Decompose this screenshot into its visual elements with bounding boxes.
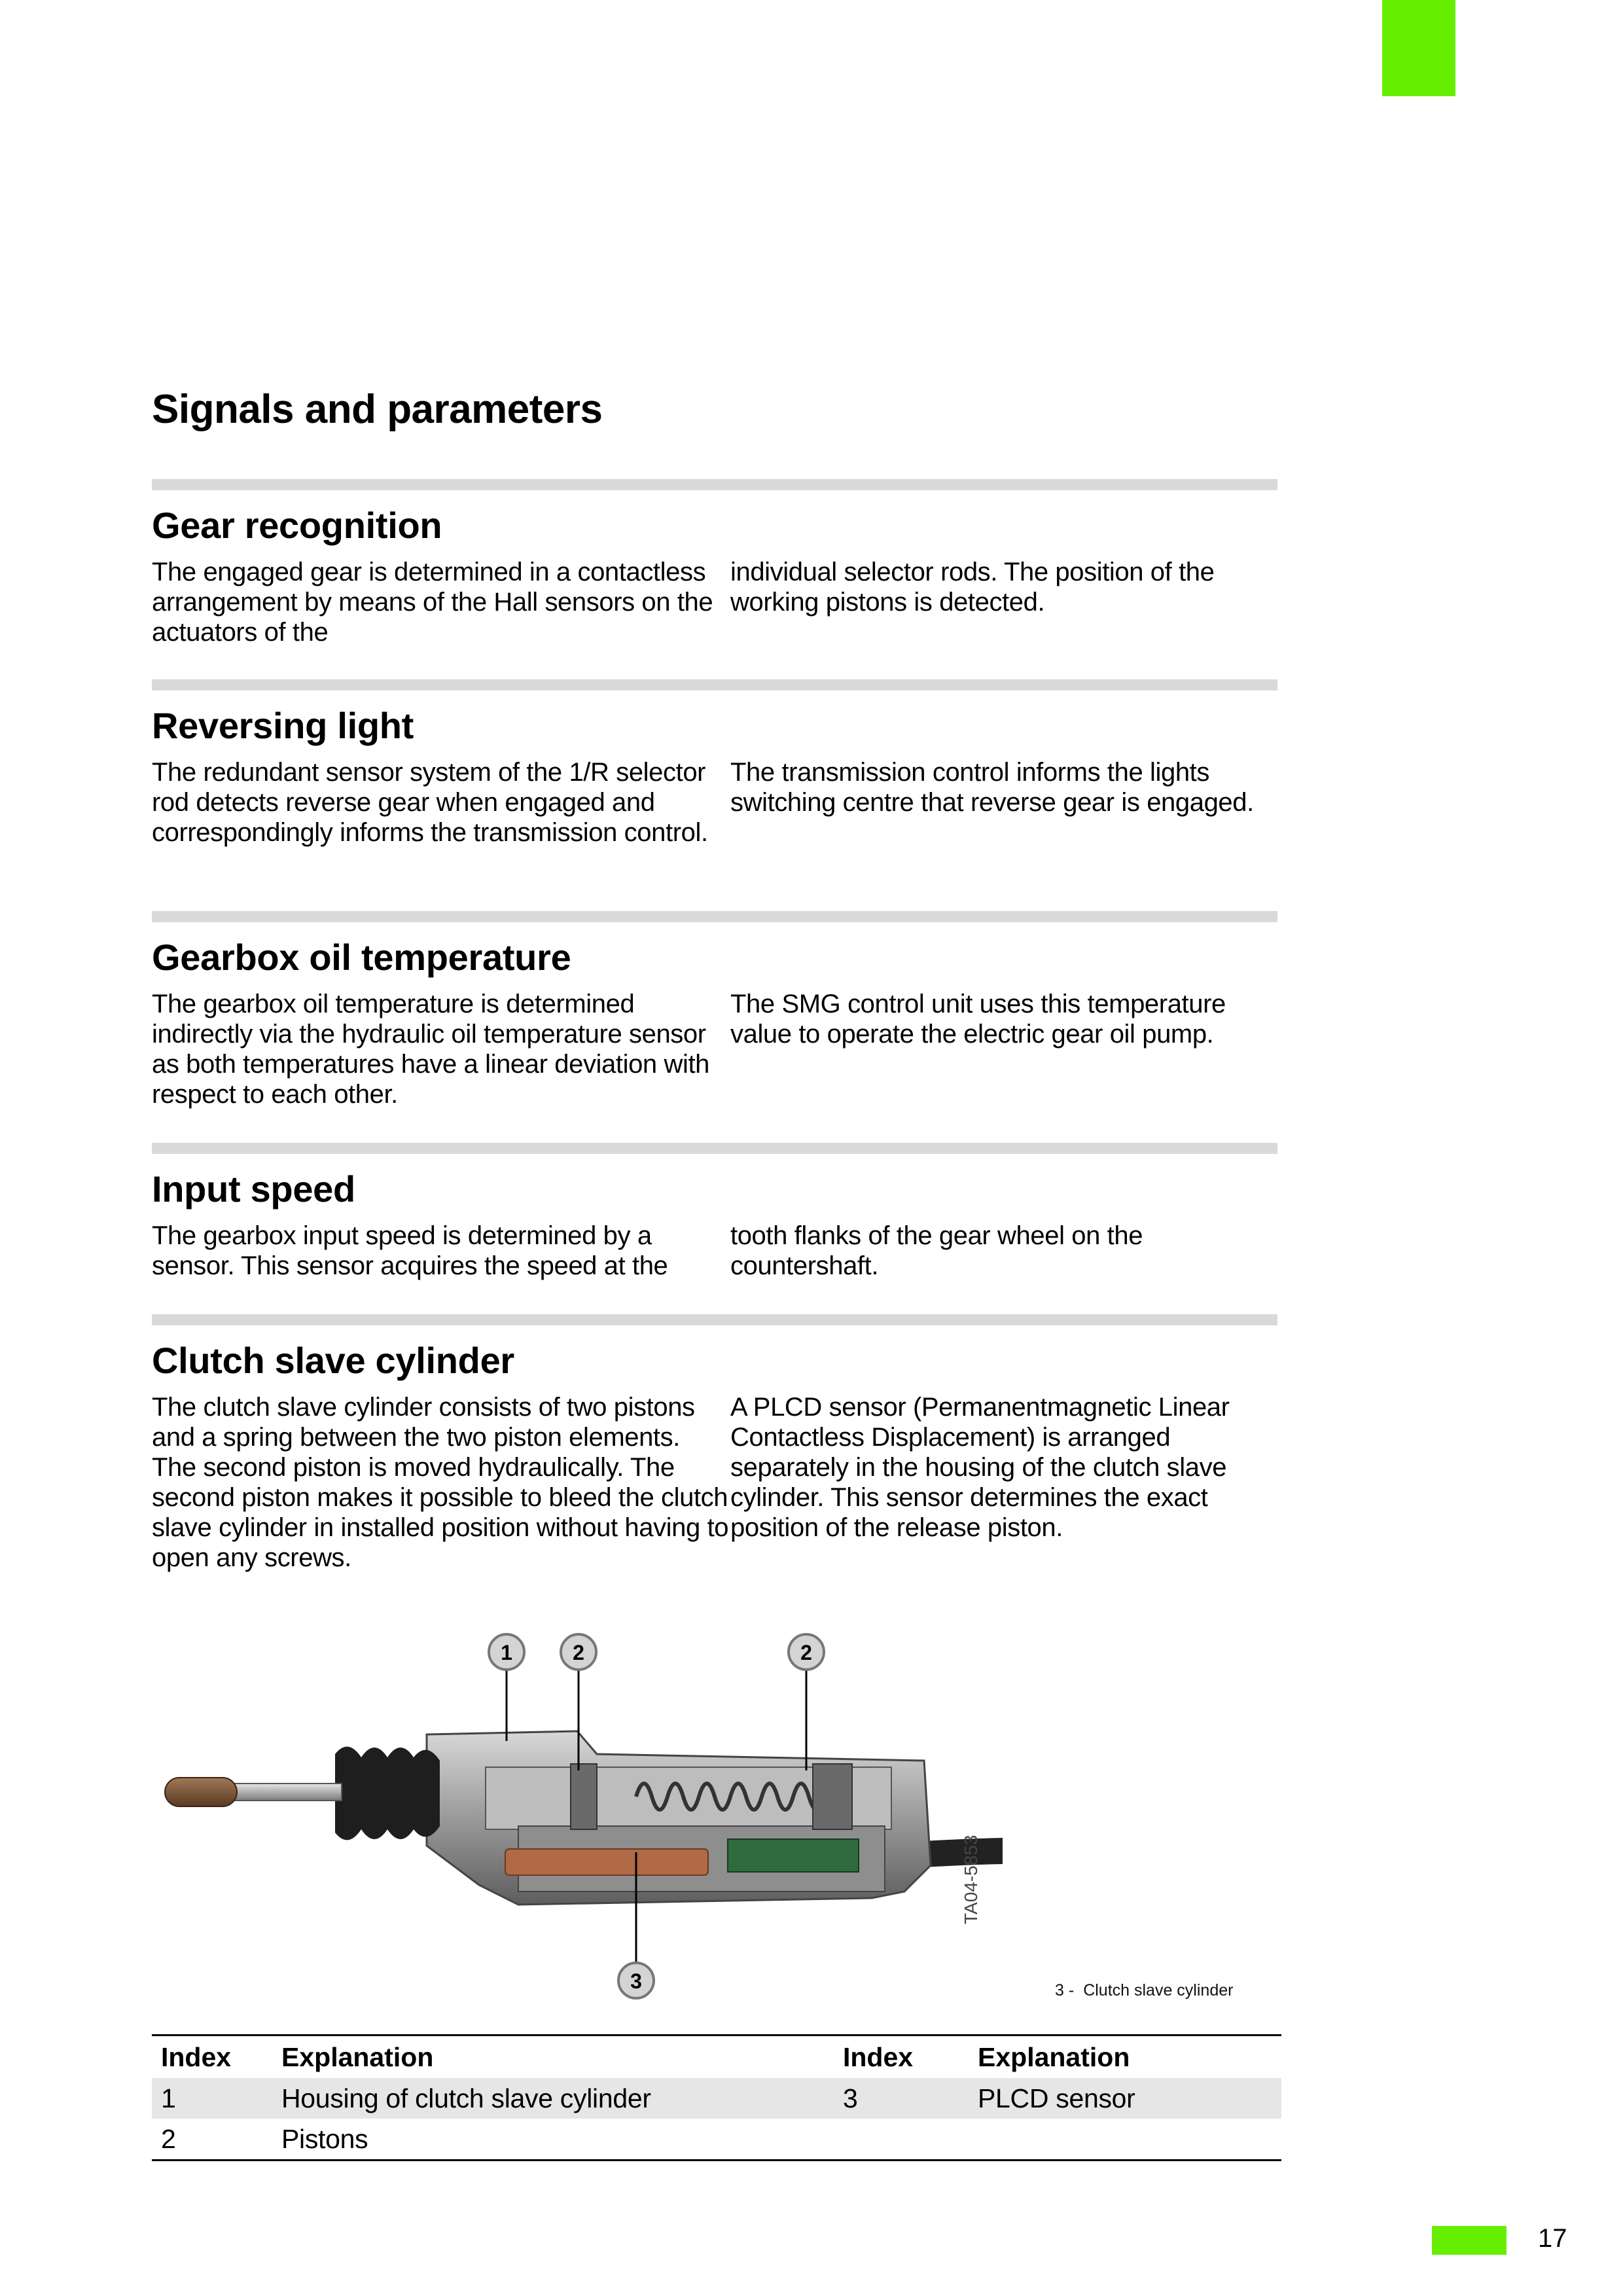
- figure-caption-number: 3 -: [1055, 1981, 1075, 2000]
- figure-caption-text: Clutch slave cylinder: [1083, 1981, 1234, 2000]
- table-row: [152, 2078, 1281, 2119]
- section-text-left: The redundant sensor system of the 1/R selector rod detects reverse gear when engaged and correspondingly informs the transmission control.: [152, 758, 708, 847]
- section-gear-recognition: [152, 479, 1277, 647]
- clutch-slave-cylinder-figure: [152, 1630, 1068, 2009]
- table-header-cell: Index: [843, 2041, 914, 2072]
- section-title: Gear recognition: [152, 505, 442, 546]
- callout-2-second: [789, 1634, 824, 1670]
- section-text-right: The SMG control unit uses this temperature value to operate the electric gear oil pump.: [730, 990, 1226, 1049]
- section-title: Input speed: [152, 1168, 355, 1210]
- section-text-right: The transmission control informs the lights switching centre that reverse gear is engaged.: [730, 758, 1254, 817]
- section-text-left: The clutch slave cylinder consists of two pistons and a spring between the two piston elements. The second piston is moved hydraulically. The second piston makes it possible to bleed the clutch slave cylinder in installed position without having to open any screws.: [152, 1393, 729, 1572]
- table-cell: PLCD sensor: [969, 2078, 1281, 2119]
- section-text-right: individual selector rods. The position of the working pistons is detected.: [730, 558, 1215, 617]
- figure-code: TA04-5853: [961, 1835, 981, 1924]
- table-header-cell: Explanation: [281, 2041, 434, 2072]
- callout-2: [561, 1634, 596, 1670]
- callout-layer: [152, 1630, 1068, 2009]
- svg-text:2: 2: [800, 1641, 812, 1664]
- table-cell: Housing of clutch slave cylinder: [272, 2078, 834, 2119]
- section-title: Reversing light: [152, 705, 414, 746]
- table-cell: 2: [161, 2123, 176, 2154]
- section-clutch-slave-cylinder: [152, 1314, 1277, 1573]
- legend-table: [152, 2034, 1281, 2161]
- svg-text:3: 3: [630, 1969, 642, 1993]
- table-cell: [834, 2119, 969, 2159]
- svg-text:2: 2: [573, 1641, 584, 1664]
- callout-1: [489, 1634, 524, 1670]
- table-header-row: [152, 2036, 1281, 2078]
- page-number: 17: [1538, 2224, 1567, 2253]
- page-title: Signals and parameters: [152, 387, 603, 432]
- table-cell: 3: [834, 2078, 969, 2119]
- section-text-left: The gearbox oil temperature is determined indirectly via the hydraulic oil temperature sensor as both temperatures have a linear deviation with respect to each other.: [152, 990, 710, 1109]
- figure-caption: [1055, 1981, 1242, 2000]
- callout-3: [618, 1963, 654, 1998]
- section-gearbox-oil-temperature: [152, 911, 1277, 1109]
- section-text-left: The engaged gear is determined in a contactless arrangement by means of the Hall sensors on the actuators of the: [152, 558, 713, 647]
- section-rule: [152, 1143, 1277, 1154]
- table-cell: Pistons: [281, 2123, 368, 2154]
- section-text-right: A PLCD sensor (Permanentmagnetic Linear Contactless Displacement) is arranged separately in the housing of the clutch slave cylinder. This sensor determines the exact position of the release piston.: [730, 1393, 1230, 1542]
- section-rule: [152, 479, 1277, 490]
- section-rule: [152, 679, 1277, 691]
- table-row: [152, 2119, 1281, 2159]
- corner-tab: [1382, 0, 1455, 96]
- table-cell: 1: [152, 2078, 272, 2119]
- section-text-right: tooth flanks of the gear wheel on the countershaft.: [730, 1221, 1143, 1280]
- section-reversing-light: [152, 679, 1277, 848]
- svg-text:1: 1: [501, 1641, 512, 1664]
- table-header-cell: Explanation: [978, 2041, 1130, 2072]
- section-rule: [152, 1314, 1277, 1325]
- section-input-speed: [152, 1143, 1277, 1281]
- section-title: Gearbox oil temperature: [152, 937, 571, 978]
- section-rule: [152, 911, 1277, 922]
- section-text-left: The gearbox input speed is determined by a sensor. This sensor acquires the speed at the: [152, 1221, 668, 1280]
- table-header-cell: Index: [161, 2041, 232, 2072]
- section-title: Clutch slave cylinder: [152, 1340, 514, 1381]
- footer-accent-bar: [1432, 2226, 1507, 2255]
- table-cell: [969, 2119, 1281, 2159]
